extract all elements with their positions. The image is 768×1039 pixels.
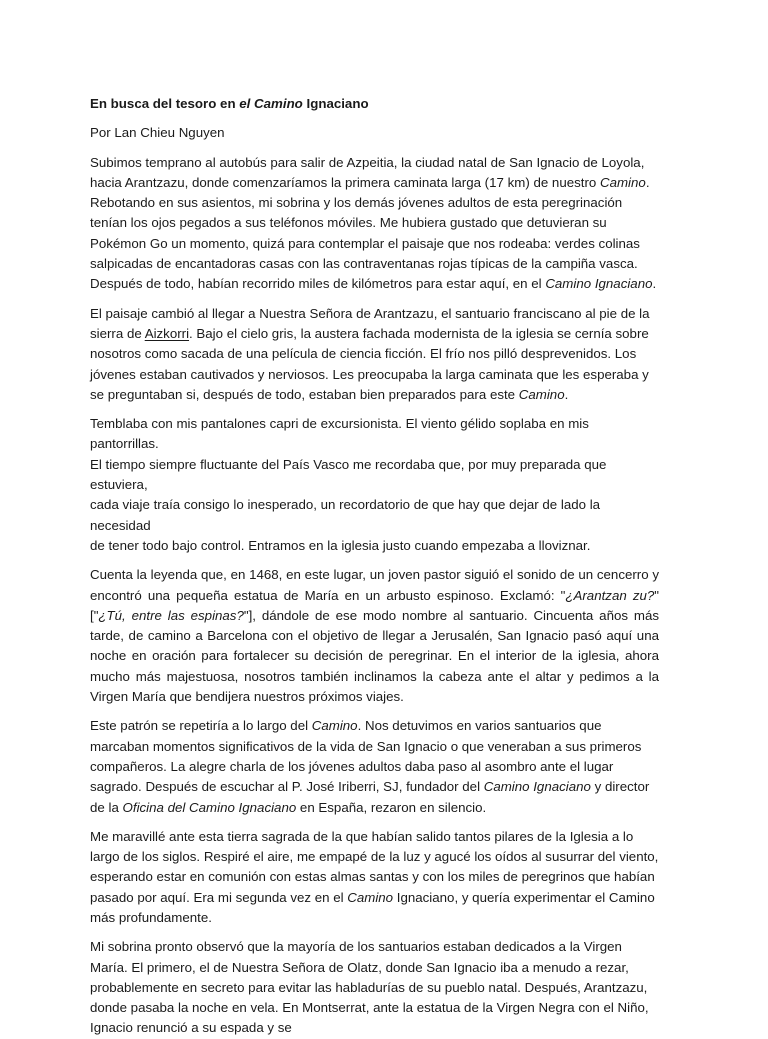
article-title: [90, 94, 659, 114]
p5-italic-d: Camino Ignaciano: [483, 779, 591, 795]
p2-text-a: El paisaje cambió al llegar a Nuestra Señora de Arantzazu, el santuario franciscano al pie de la sierra de: [90, 305, 650, 341]
p3-line-2: El tiempo siempre fluctuante del País Vasco me recordaba que, por muy preparada que estuviera,: [90, 456, 607, 493]
title-italic-part: el Camino: [239, 96, 303, 111]
p3-line-1: Temblaba con mis pantalones capri de excursionista. El viento gélido soplaba en mis pantorrillas.: [90, 416, 589, 452]
p6-text-c: Ignaciano, y quería experimentar el Camino más profundamente.: [90, 889, 655, 925]
p2-underlined-aizkorri: Aizkorri: [144, 325, 190, 341]
p4-italic-d: ¿Tú, entre las espinas?: [98, 607, 244, 623]
p4-text-e: "], dándole de ese modo nombre al santuario. Cincuenta años más tarde, de camino a Barcelona con el objetivo de llegar a Jerusalén, San Ignacio pasó aquí una noche en oración para fortalecer su decisión de peregrinar. En el interior de la iglesia, ahora mucho más majestuosa, nosotros también inclinamos la cabeza ante el altar y pedimos a la Virgen María que bendijera nuestros próximos viajes.: [90, 607, 659, 705]
p5-italic-b: Camino: [311, 718, 358, 734]
article-author: Por Lan Chieu Nguyen: [90, 125, 225, 141]
p4-text-c: " [": [90, 587, 659, 623]
paragraph-3: [90, 414, 659, 556]
p1-text-e: .: [652, 276, 657, 292]
p1-italic-b: Camino: [599, 174, 646, 190]
p3-line-3: cada viaje traía consigo lo inesperado, un recordatorio de que hay que dejar de lado la necesidad: [90, 497, 601, 533]
p1-text-a: Subimos temprano al autobús para salir de Azpeitia, la ciudad natal de San Ignacio de Loyola, hacia Arantzazu, donde comenzaríamos la primera caminata larga (17 km) de nuestro: [90, 154, 645, 190]
p5-text-g: en España, rezaron en silencio.: [296, 799, 487, 815]
p1-text-c: . Rebotando en sus asientos, mi sobrina y los demás jóvenes adultos de esta peregrinación tenían los ojos pegados a sus teléfonos móviles. Me hubiera gustado que detuvieran su Pokémon Go un momento, quizá para contemplar el paisaje que nos rodeaba: verdes colinas salpicadas de encantadoras casas con las contraventanas rojas típicas de la campiña vasca. Después de todo, habían recorrido miles de kilómetros para estar aquí, en el: [90, 174, 650, 292]
p5-text-e: y director de la: [90, 779, 650, 815]
title-part-1: En busca del tesoro en: [90, 96, 240, 111]
p6-italic-b: Camino: [347, 889, 394, 905]
p7-text-a: Mi sobrina pronto observó que la mayoría de los santuarios estaban dedicados a la Virgen María. El primero, el de Nuestra Señora de Olatz, donde San Ignacio iba a menudo a rezar, probablemente en secreto para evitar las habladurías de su pueblo natal. Después, Arantzazu, donde pasaba la noche en vela. En Montserrat, ante la estatua de la Virgen Negra con el Niño, Ignacio renunció a su espada y se: [90, 939, 649, 1036]
title-part-2: Ignaciano: [302, 96, 369, 111]
paragraph-6: [90, 827, 659, 928]
p2-text-e: .: [564, 386, 569, 402]
paragraph-4: [90, 565, 659, 707]
paragraph-5: [90, 716, 659, 817]
paragraph-2: [90, 304, 659, 405]
p4-text-a: Cuenta la leyenda que, en 1468, en este lugar, un joven pastor siguió el sonido de un cencerro y encontró una pequeña estatua de María en un arbusto espinoso. Exclamó: ": [90, 567, 659, 603]
p5-text-a: Este patrón se repetiría a lo largo del: [90, 718, 312, 734]
p2-text-c: . Bajo el cielo gris, la austera fachada modernista de la iglesia se cernía sobre nosotros como sacada de una película de ciencia ficción. El frío nos pilló desprevenidos. Los jóvenes estaban cautivados y nerviosos. Les preocupaba la larga caminata que les esperaba y se preguntaban si, después de todo, estaban bien preparados para este: [90, 325, 649, 402]
p4-italic-b: ¿Arantzan zu?: [565, 587, 655, 603]
p6-text-a: Me maravillé ante esta tierra sagrada de la que habían salido tantos pilares de la Iglesia a lo largo de los siglos. Respiré el aire, me empapé de la luz y agucé los oídos al susurrar del viento, esperando estar en comunión con estas almas santas y con los miles de peregrinos que habían pasado por aquí. Era mi segunda vez en el: [90, 828, 659, 905]
p1-italic-d: Camino Ignaciano: [545, 276, 653, 292]
paragraph-1: [90, 153, 659, 295]
p3-line-4: de tener todo bajo control. Entramos en la iglesia justo cuando empezaba a lloviznar.: [90, 537, 591, 553]
p5-text-c: . Nos detuvimos en varios santuarios que marcaban momentos significativos de la vida de San Ignacio o que veneraban a sus primeros compañeros. La alegre charla de los jóvenes adultos daba paso al asombro ante el lugar sagrado. Después de escuchar al P. José Iriberri, SJ, fundador del: [90, 718, 642, 795]
p5-italic-f: Oficina del Camino Ignaciano: [122, 799, 297, 815]
p2-italic-d: Camino: [518, 386, 565, 402]
